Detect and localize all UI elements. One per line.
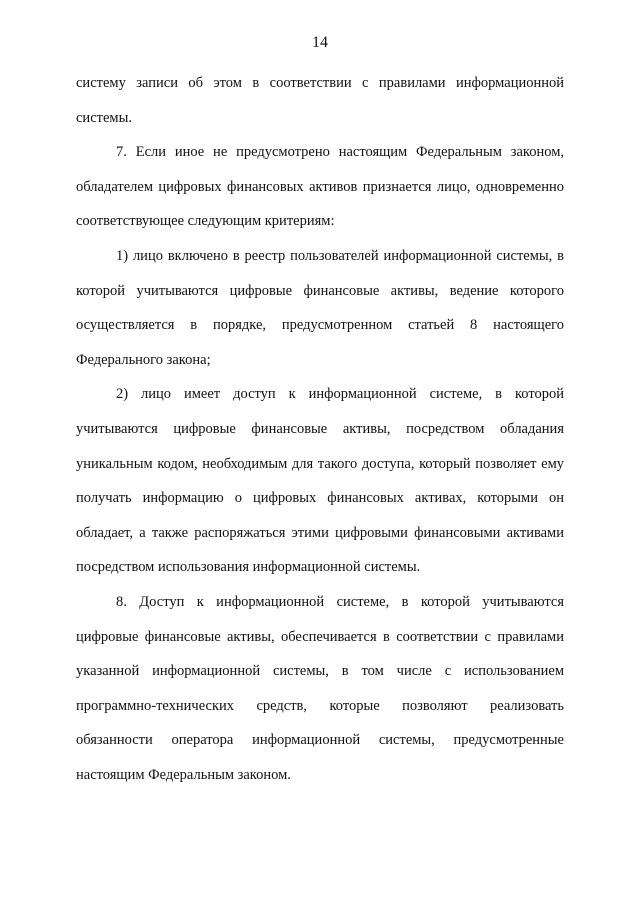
paragraph-item-8: 8. Доступ к информационной системе, в которой учитываются цифровые финансовые активы, обеспечивается в соответствии с правилами указанной информационной системы, в том числе с использованием программно-технических средств, которые позволяют реализовать обязанности оператора информационной системы, предусмотренные настоящим Федеральным законом.	[76, 593, 564, 783]
paragraph-continuation: систему записи об этом в соответствии с правилами информационной системы.	[76, 75, 564, 126]
paragraph-criterion-2: 2) лицо имеет доступ к информационной системе, в которой учитываются цифровые финансовые активы, посредством обладания уникальным кодом, необходимым для такого доступа, который позволяет ему получать информацию о цифровых финансовых активах, которыми он обладает, а также распоряжаться этими цифровыми финансовыми активами посредством использования информационной системы.	[76, 386, 564, 576]
paragraph-criterion-1: 1) лицо включено в реестр пользователей информационной системы, в которой учитываются цифровые финансовые активы, ведение которого осуществляется в порядке, предусмотренном статьей 8 настоящего Федерального закона;	[76, 247, 564, 368]
paragraph-item-7: 7. Если иное не предусмотрено настоящим Федеральным законом, обладателем цифровых финансовых активов признается лицо, одновременно соответствующее следующим критериям:	[76, 144, 564, 230]
document-body	[76, 66, 564, 792]
page-number: 14	[312, 34, 328, 51]
